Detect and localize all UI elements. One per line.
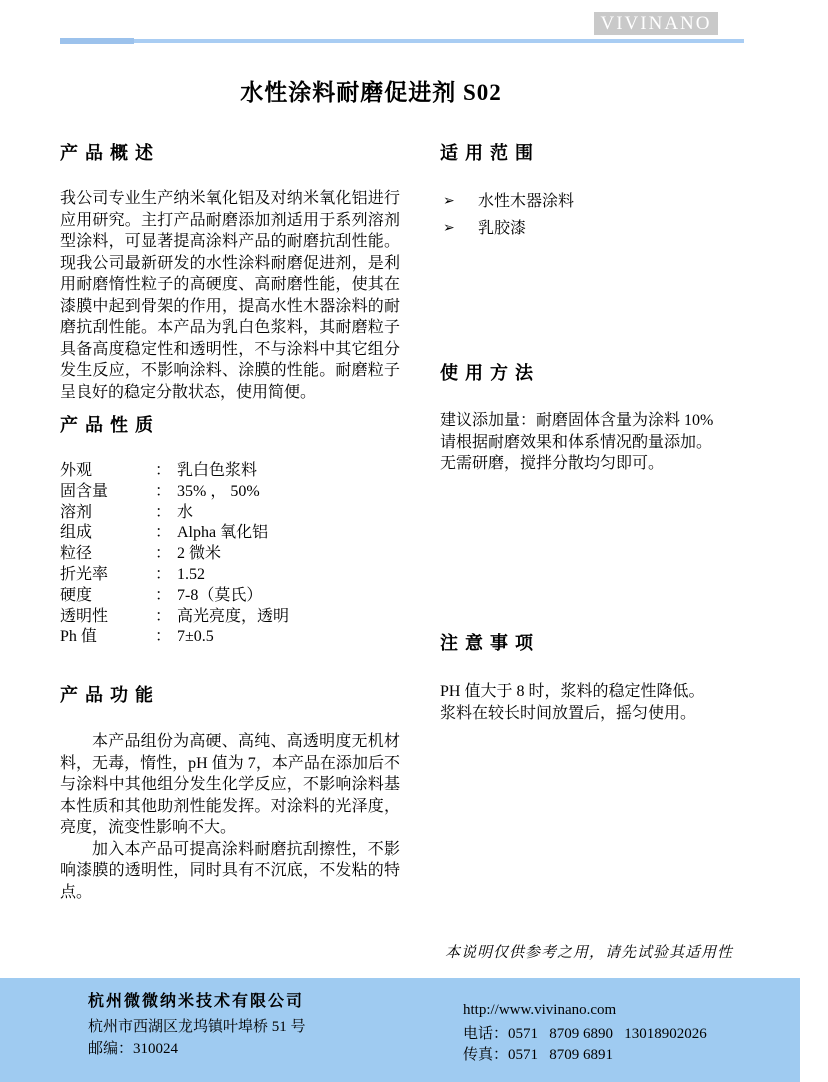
scope-item-label: 乳胶漆 (478, 219, 527, 237)
section-heading-functions: 产品功能 (60, 685, 160, 705)
property-colon: ： (155, 628, 172, 646)
property-colon: ： (155, 503, 172, 521)
section-heading-overview: 产品概述 (60, 143, 160, 163)
section-heading-usage: 使用方法 (440, 363, 540, 383)
property-label: Ph 值 (60, 628, 97, 646)
property-colon: ： (155, 524, 172, 542)
footer-company-name: 杭州微微纳米技术有限公司 (88, 993, 305, 1010)
functions-paragraphs (60, 731, 400, 903)
usage-text (440, 410, 780, 475)
footer-phone: 电话：0571 8709 6890 13018902026 (463, 1026, 707, 1042)
property-colon: ： (155, 545, 172, 563)
functions-paragraph: 本产品组份为高硬、高纯、高透明度无机材料，无毒，惰性，pH 值为 7，本产品在添加后不与涂料中其他组分发生化学反应，不影响涂料基本性质和其他助剂性能发挥。对涂料的光泽度，亮度，流变性影响不大。 (60, 733, 400, 836)
footer-fax: 传真：0571 8709 6891 (463, 1047, 614, 1063)
property-label: 透明性 (60, 607, 109, 625)
arrow-bullet-icon: ➢ (443, 220, 455, 236)
property-value: 水 (177, 503, 194, 521)
company-logo: VIVINANO (594, 12, 718, 35)
property-colon: ： (155, 607, 172, 625)
property-colon: ： (155, 565, 172, 583)
property-value: 7-8（莫氏） (177, 586, 263, 604)
overview-paragraph: 我公司专业生产纳米氧化铝及对纳米氧化铝进行应用研究。主打产品耐磨添加剂适用于系列溶剂型涂料，可显著提高涂料产品的耐磨抗刮性能。现我公司最新研发的水性涂料耐磨促进剂，是利用耐磨惰性粒子的高硬度、高耐磨性能，使其在漆膜中起到骨架的作用，提高水性木器涂料的耐磨抗刮性能。本产品为乳白色浆料，其耐磨粒子具备高度稳定性和透明性，不与涂料中其它组分发生反应，不影响涂料、涂膜的性能。耐磨粒子呈良好的稳定分散状态，使用简便。 (60, 190, 400, 401)
property-row (60, 523, 400, 544)
property-value: 乳白色浆料 (177, 462, 258, 479)
functions-paragraph: 加入本产品可提高涂料耐磨抗刮擦性，不影响漆膜的透明性，同时具有不沉底，不发粘的特点。 (60, 840, 400, 901)
property-label: 折光率 (60, 565, 109, 583)
footer-bar (0, 978, 800, 1082)
notes-line: PH 值大于 8 时，浆料的稳定性降低。 (440, 683, 705, 700)
header-rule-left (60, 38, 134, 44)
property-colon: ： (155, 462, 172, 479)
scope-list (443, 189, 773, 242)
property-label: 组成 (60, 524, 93, 542)
notes-line: 浆料在较长时间放置后，摇匀使用。 (440, 704, 697, 722)
footer-address: 杭州市西湖区龙坞镇叶埠桥 51 号 (88, 1019, 306, 1035)
property-value: 7±0.5 (177, 628, 214, 646)
arrow-bullet-icon: ➢ (443, 194, 455, 209)
usage-line: 无需研磨，搅拌分散均匀即可。 (440, 455, 665, 473)
property-label: 外观 (60, 462, 93, 479)
property-row (60, 482, 400, 503)
property-row (60, 565, 400, 586)
section-heading-properties: 产品性质 (60, 415, 160, 435)
property-row (60, 586, 400, 607)
property-label: 粒径 (60, 545, 93, 563)
property-value: 高光亮度，透明 (177, 607, 290, 625)
property-colon: ： (155, 482, 172, 500)
disclaimer-note: 本说明仅供参考之用，请先试验其适用性 (444, 945, 733, 961)
header-rule-right (134, 39, 744, 43)
page-title: 水性涂料耐磨促进剂 S02 (240, 80, 502, 105)
property-row (60, 461, 400, 482)
section-heading-notes: 注意事项 (440, 633, 540, 653)
property-row (60, 607, 400, 628)
property-value: Alpha 氧化铝 (177, 524, 269, 542)
property-row (60, 503, 400, 524)
property-colon: ： (155, 586, 172, 604)
property-label: 溶剂 (60, 503, 93, 521)
footer-postcode: 邮编：310024 (88, 1041, 179, 1057)
usage-line: 建议添加量：耐磨固体含量为涂料 10% (440, 412, 714, 429)
property-row (60, 544, 400, 565)
property-row (60, 627, 400, 648)
notes-text (440, 681, 780, 724)
property-label: 固含量 (60, 482, 109, 500)
usage-line: 请根据耐磨效果和体系情况酌量添加。 (440, 433, 713, 451)
properties-list (60, 461, 400, 648)
footer-website: http://www.vivinano.com (463, 1002, 617, 1018)
property-value: 35% ， 50% (177, 482, 260, 500)
property-value: 2 微米 (177, 545, 222, 563)
scope-item-label: 水性木器涂料 (478, 193, 575, 210)
list-item (443, 189, 773, 216)
property-label: 硬度 (60, 586, 93, 604)
list-item (443, 216, 773, 243)
section-heading-scope: 适用范围 (440, 143, 540, 163)
property-value: 1.52 (177, 565, 205, 583)
